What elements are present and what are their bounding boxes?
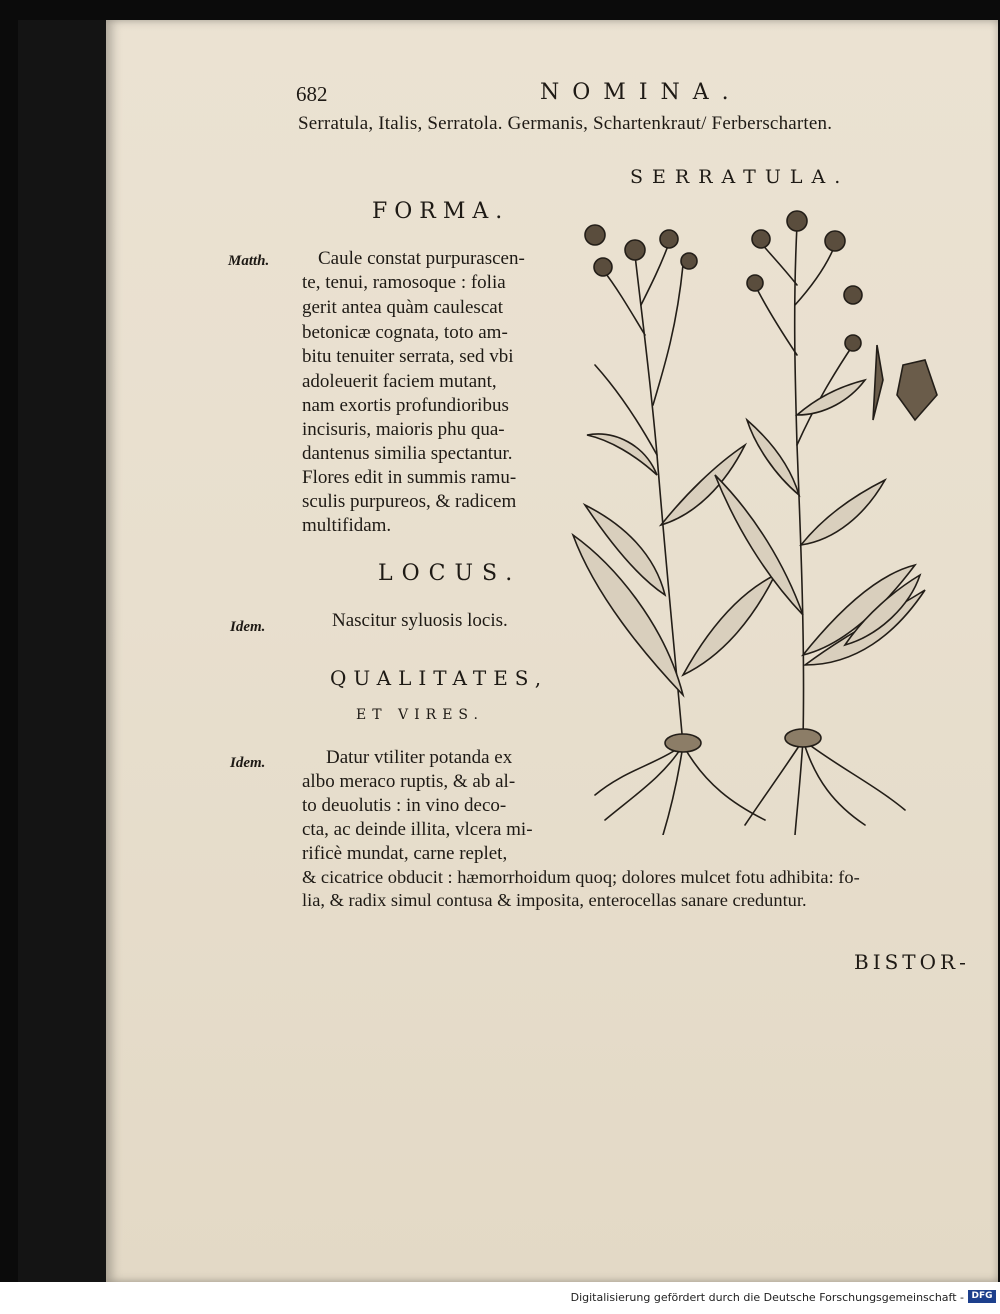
section-heading-forma: FORMA. (372, 199, 510, 224)
qualitates-full-line: lia, & radix simul contusa & imposita, enterocellas sanare creduntur. (302, 890, 807, 910)
margin-note-matth: Matth. (228, 253, 270, 269)
running-title: NOMINA. (540, 80, 742, 105)
qualitates-full-line: & cicatrice obducit : hæmorrhoidum quoq; dolores mulcet fotu adhibita: fo- (302, 867, 860, 887)
qualitates-line: cta, ac deinde illita, vlcera mi- (302, 819, 533, 840)
forma-line: adoleuerit faciem mutant, (302, 371, 497, 392)
figure-caption: SERRATULA. (630, 166, 850, 188)
forma-line: betonicæ cognata, toto am- (302, 322, 508, 343)
scan-left-edge (18, 20, 106, 1282)
forma-line: incisuris, maioris phu qua- (302, 419, 505, 440)
names-line: Serratula, Italis, Serratola. Germanis, Schartenkraut/ Ferberscharten. (298, 113, 833, 134)
forma-line: sculis purpureos, & radicem (302, 491, 517, 512)
forma-line: dantenus similia spectantur. (302, 443, 513, 464)
plant-woodcut-icon (565, 195, 965, 835)
catchword: BISTOR- (854, 950, 970, 974)
locus-line: Nascitur syluosis locis. (332, 610, 508, 631)
section-subheading-vires: ET VIRES. (356, 707, 484, 723)
qualitates-line: albo meraco ruptis, & ab al- (302, 771, 516, 792)
section-heading-qualitates: QUALITATES, (330, 666, 549, 690)
forma-line: te, tenui, ramosoque : folia (302, 272, 506, 293)
digitization-credit: Digitalisierung gefördert durch die Deutsche Forschungsgemeinschaft - (570, 1291, 964, 1304)
forma-line: gerit antea quàm caulescat (302, 297, 503, 318)
qualitates-line: Datur vtiliter potanda ex (326, 747, 513, 768)
forma-line: Flores edit in summis ramu- (302, 467, 517, 488)
margin-note-idem: Idem. (230, 619, 266, 635)
forma-line: Caule constat purpurascen- (318, 248, 525, 269)
scan-top-band (0, 0, 1000, 20)
forma-line: nam exortis profundioribus (302, 395, 509, 416)
dfg-logo: DFG (968, 1290, 996, 1303)
forma-line: bitu tenuiter serrata, sed vbi (302, 346, 514, 367)
section-heading-locus: LOCUS. (378, 561, 522, 586)
qualitates-line: rificè mundat, carne replet, (302, 843, 508, 864)
margin-note-idem: Idem. (230, 755, 266, 771)
page-number: 682 (296, 82, 328, 106)
forma-line: multifidam. (302, 515, 392, 536)
qualitates-line: to deuolutis : in vino deco- (302, 795, 507, 816)
